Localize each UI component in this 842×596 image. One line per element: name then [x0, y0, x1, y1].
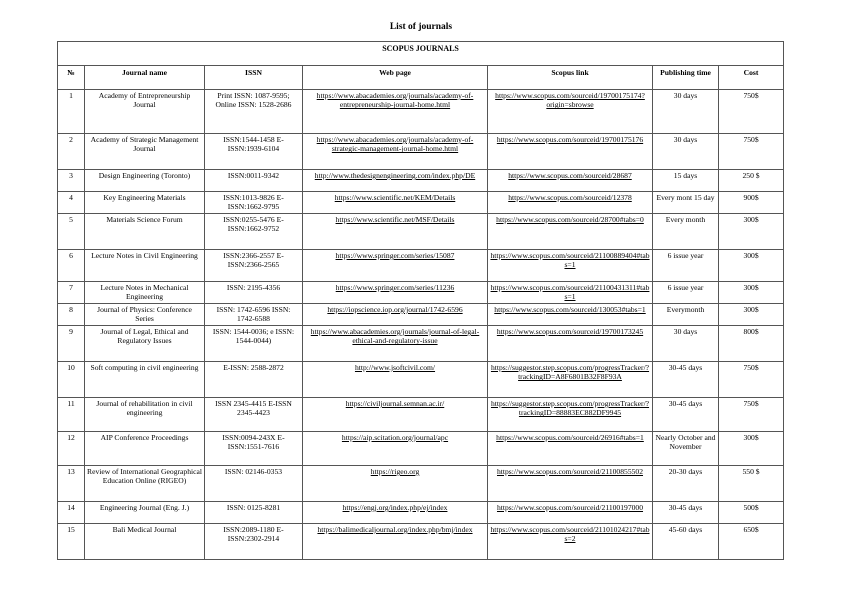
cell-cost-text: 750$: [743, 135, 759, 144]
cell-journal-name: [85, 90, 205, 134]
cell-number: [58, 134, 85, 170]
cell-journal-name-text: Academy of Entrepreneurship Journal: [98, 91, 191, 110]
table-row: [58, 524, 784, 560]
cell-cost-text: 750$: [743, 91, 759, 100]
cell-journal-name: [85, 304, 205, 326]
cell-scopus: [488, 466, 653, 502]
table-row: [58, 192, 784, 214]
cell-publishing-time-text: 20-30 days: [668, 467, 703, 476]
cell-scopus: [488, 304, 653, 326]
table-row: [58, 170, 784, 192]
cell-web-page-link[interactable]: https://iopscience.iop.org/journal/1742-6596: [327, 305, 463, 314]
cell-scopus-link[interactable]: https://suggestor.step.scopus.com/progressTracker/?trackingID=A8F6801B32F8F93A: [490, 363, 650, 382]
cell-number-text: 2: [69, 135, 73, 144]
cell-cost-text: 250 $: [742, 171, 760, 180]
column-header-publishing-time: Publishing time: [653, 66, 719, 90]
cell-web-page: [303, 192, 488, 214]
cell-issn-text: ISSN: 02146-0353: [224, 467, 283, 476]
cell-publishing-time-text: 30 days: [673, 135, 698, 144]
cell-journal-name-text: Academy of Strategic Management Journal: [90, 135, 199, 154]
cell-scopus: [488, 90, 653, 134]
cell-issn: [205, 192, 303, 214]
document-title: List of journals: [389, 22, 453, 32]
table-row: [58, 362, 784, 398]
cell-scopus: [488, 326, 653, 362]
cell-number: [58, 398, 85, 432]
cell-publishing-time: [653, 326, 719, 362]
cell-cost: [719, 304, 784, 326]
column-header-web-page: Web page: [303, 66, 488, 90]
cell-publishing-time: [653, 502, 719, 524]
cell-issn-text: Print ISSN: 1087-9595; Online ISSN: 1528-2686: [215, 91, 292, 110]
cell-journal-name-text: Journal of rehabilitation in civil engineering: [96, 399, 193, 418]
cell-cost: [719, 90, 784, 134]
cell-web-page-link[interactable]: https://balimedicaljournal.org/index.php/bmj/index: [317, 525, 473, 534]
cell-web-page-link[interactable]: https://civiljournal.semnan.ac.ir/: [345, 399, 445, 408]
cell-journal-name: [85, 466, 205, 502]
cell-scopus: [488, 432, 653, 466]
cell-web-page-link[interactable]: https://rigeo.org: [370, 467, 420, 476]
cell-number: [58, 466, 85, 502]
cell-web-page: [303, 250, 488, 282]
cell-issn-text: ISSN: 2195-4356: [226, 283, 281, 292]
cell-journal-name: [85, 326, 205, 362]
cell-number: [58, 192, 85, 214]
cell-issn-text: ISSN: 1544-0036; e ISSN: 1544-0044): [212, 327, 295, 346]
table-row: [58, 250, 784, 282]
cell-issn-text: ISSN:1013-9826 E-ISSN:1662-9795: [223, 193, 284, 212]
cell-issn-text: ISSN 2345-4415 E-ISSN 2345-4423: [215, 399, 292, 418]
cell-publishing-time: [653, 250, 719, 282]
cell-cost-text: 500$: [743, 503, 759, 512]
cell-journal-name-text: Lecture Notes in Mechanical Engineering: [100, 283, 189, 302]
cell-cost-text: 300$: [743, 305, 759, 314]
cell-number: [58, 170, 85, 192]
cell-number: [58, 90, 85, 134]
cell-web-page: [303, 362, 488, 398]
cell-number-text: 12: [67, 433, 75, 442]
column-header-issn: ISSN: [205, 66, 303, 90]
cell-journal-name: [85, 170, 205, 192]
cell-number: [58, 214, 85, 250]
cell-web-page-link[interactable]: https://www.scientific.net/MSF/Details: [335, 215, 455, 224]
cell-cost: [719, 170, 784, 192]
cell-publishing-time: [653, 304, 719, 326]
cell-web-page: [303, 214, 488, 250]
table-row: [58, 502, 784, 524]
cell-number-text: 10: [67, 363, 75, 372]
cell-cost-text: 550 $: [742, 467, 760, 476]
cell-web-page-link[interactable]: https://www.scientific.net/KEM/Details: [334, 193, 456, 202]
cell-cost-text: 300$: [743, 283, 759, 292]
cell-scopus: [488, 502, 653, 524]
cell-number: [58, 304, 85, 326]
cell-number: [58, 432, 85, 466]
cell-issn: [205, 432, 303, 466]
column-header-scopus-link: Scopus link: [488, 66, 653, 90]
cell-web-page-link[interactable]: https://www.springer.com/series/15087: [335, 251, 455, 260]
cell-scopus-link[interactable]: https://www.scopus.com/sourceid/26916#tabs=1: [496, 433, 644, 442]
cell-journal-name-text: Materials Science Forum: [106, 215, 183, 224]
cell-publishing-time: [653, 466, 719, 502]
cell-publishing-time: [653, 170, 719, 192]
cell-journal-name: [85, 502, 205, 524]
table-row: [58, 90, 784, 134]
cell-scopus-link[interactable]: https://www.scopus.com/sourceid/21100431311#tabs=1: [490, 283, 650, 302]
cell-web-page-link[interactable]: https://aip.scitation.org/journal/apc: [341, 433, 449, 442]
cell-issn-text: ISSN:2089-1180 E-ISSN:2302-2914: [223, 525, 284, 544]
cell-cost: [719, 134, 784, 170]
cell-scopus: [488, 250, 653, 282]
cell-web-page: [303, 134, 488, 170]
cell-cost: [719, 502, 784, 524]
table-row: [58, 304, 784, 326]
cell-cost: [719, 192, 784, 214]
cell-scopus-link[interactable]: https://www.scopus.com/sourceid/21101024217#tabs=2: [490, 525, 650, 544]
journals-table: [57, 41, 784, 560]
cell-number: [58, 362, 85, 398]
cell-publishing-time: [653, 362, 719, 398]
table-row: [58, 134, 784, 170]
cell-scopus: [488, 362, 653, 398]
cell-scopus: [488, 170, 653, 192]
cell-journal-name: [85, 524, 205, 560]
cell-web-page: [303, 90, 488, 134]
cell-number-text: 3: [69, 171, 73, 180]
cell-journal-name-text: Journal of Legal, Ethical and Regulatory Issues: [100, 327, 189, 346]
cell-scopus: [488, 134, 653, 170]
cell-cost-text: 650$: [743, 525, 759, 534]
cell-issn-text: ISSN:2366-2557 E-ISSN:2366-2565: [223, 251, 284, 270]
cell-publishing-time-text: 30 days: [673, 91, 698, 100]
cell-cost-text: 750$: [743, 363, 759, 372]
cell-issn-text: ISSN:1544-1458 E-ISSN:1939-6104: [223, 135, 284, 154]
cell-publishing-time-text: 30 days: [673, 327, 698, 336]
cell-web-page-link[interactable]: http://www.jsoftcivil.com/: [354, 363, 436, 372]
cell-number-text: 14: [67, 503, 75, 512]
cell-journal-name-text: Soft computing in civil engineering: [90, 363, 199, 372]
cell-number: [58, 502, 85, 524]
cell-issn-text: ISSN:0255-5476 E-ISSN:1662-9752: [223, 215, 284, 234]
cell-journal-name-text: Journal of Physics: Conference Series: [97, 305, 192, 324]
cell-journal-name-text: Review of International Geographical Education Online (RIGEO): [87, 467, 202, 486]
cell-publishing-time-text: Every mont 15 day: [656, 193, 715, 202]
cell-publishing-time: [653, 432, 719, 466]
cell-cost-text: 800$: [743, 327, 759, 336]
cell-publishing-time-text: Every month: [665, 215, 706, 224]
cell-issn: [205, 304, 303, 326]
column-header-journal-name: Journal name: [85, 66, 205, 90]
cell-number-text: 13: [67, 467, 75, 476]
cell-web-page: [303, 326, 488, 362]
cell-scopus-link[interactable]: https://www.scopus.com/sourceid/19700175176: [496, 135, 644, 144]
cell-issn: [205, 466, 303, 502]
cell-journal-name: [85, 134, 205, 170]
cell-scopus-link[interactable]: https://www.scopus.com/sourceid/28687: [508, 171, 632, 180]
cell-number-text: 11: [67, 399, 75, 408]
cell-issn: [205, 398, 303, 432]
cell-publishing-time-text: Nearly October and November: [655, 433, 716, 452]
cell-number-text: 1: [69, 91, 73, 100]
cell-issn: [205, 326, 303, 362]
cell-issn-text: E-ISSN: 2588-2872: [223, 363, 284, 372]
cell-number: [58, 282, 85, 304]
cell-web-page: [303, 304, 488, 326]
cell-cost-text: 300$: [743, 251, 759, 260]
cell-scopus-link[interactable]: https://www.scopus.com/sourceid/19700175174?origin=sbrowse: [495, 91, 645, 110]
cell-publishing-time-text: 30-45 days: [668, 503, 703, 512]
cell-publishing-time: [653, 90, 719, 134]
cell-journal-name-text: AIP Conference Proceedings: [100, 433, 189, 442]
cell-journal-name: [85, 362, 205, 398]
cell-number: [58, 250, 85, 282]
cell-scopus-link[interactable]: https://www.scopus.com/sourceid/130053#tabs=1: [494, 305, 646, 314]
cell-publishing-time-text: Everymonth: [666, 305, 705, 314]
cell-issn: [205, 134, 303, 170]
cell-cost: [719, 466, 784, 502]
cell-issn-text: ISSN: 0125-8281: [226, 503, 281, 512]
cell-journal-name-text: Engineering Journal (Eng. J.): [99, 503, 190, 512]
cell-scopus: [488, 192, 653, 214]
cell-web-page: [303, 432, 488, 466]
cell-number-text: 8: [69, 305, 73, 314]
cell-issn: [205, 250, 303, 282]
cell-cost-text: 300$: [743, 433, 759, 442]
cell-web-page-link[interactable]: https://www.springer.com/series/11236: [335, 283, 455, 292]
cell-journal-name-text: Lecture Notes in Civil Engineering: [91, 251, 198, 260]
table-row: [58, 326, 784, 362]
cell-issn-text: ISSN: 1742-6596 ISSN: 1742-6588: [216, 305, 291, 324]
table-row: [58, 432, 784, 466]
cell-cost: [719, 326, 784, 362]
cell-number: [58, 326, 85, 362]
cell-cost-text: 300$: [743, 215, 759, 224]
cell-cost: [719, 398, 784, 432]
cell-scopus: [488, 214, 653, 250]
cell-number-text: 4: [69, 193, 73, 202]
cell-journal-name: [85, 214, 205, 250]
cell-cost: [719, 250, 784, 282]
cell-issn: [205, 502, 303, 524]
cell-web-page-link[interactable]: https://www.abacademies.org/journals/journal-of-legal-ethical-and-regulatory-issue: [310, 327, 480, 346]
section-title: SCOPUS JOURNALS: [58, 42, 784, 66]
cell-number-text: 7: [69, 283, 73, 292]
table-row: [58, 466, 784, 502]
cell-cost-text: 900$: [743, 193, 759, 202]
cell-number-text: 5: [69, 215, 73, 224]
table-row: [58, 398, 784, 432]
cell-web-page: [303, 282, 488, 304]
cell-cost: [719, 432, 784, 466]
cell-publishing-time: [653, 524, 719, 560]
cell-web-page: [303, 524, 488, 560]
cell-web-page: [303, 170, 488, 192]
cell-web-page-link[interactable]: https://www.abacademies.org/journals/academy-of-strategic-management-journal-home.html: [316, 135, 474, 154]
cell-scopus-link[interactable]: https://www.scopus.com/sourceid/12378: [508, 193, 632, 202]
cell-web-page: [303, 466, 488, 502]
cell-web-page: [303, 398, 488, 432]
cell-number: [58, 524, 85, 560]
cell-web-page-link[interactable]: https://www.abacademies.org/journals/academy-of-entrepreneurship-journal-home.html: [316, 91, 474, 110]
cell-publishing-time: [653, 192, 719, 214]
cell-scopus-link[interactable]: https://www.scopus.com/sourceid/21100197000: [496, 503, 644, 512]
cell-journal-name-text: Key Engineering Materials: [103, 193, 186, 202]
cell-scopus: [488, 524, 653, 560]
cell-cost: [719, 214, 784, 250]
cell-web-page: [303, 502, 488, 524]
cell-cost: [719, 362, 784, 398]
cell-number-text: 15: [67, 525, 75, 534]
cell-scopus-link[interactable]: https://www.scopus.com/sourceid/21100855502: [496, 467, 644, 476]
cell-publishing-time: [653, 214, 719, 250]
cell-scopus-link[interactable]: https://suggestor.step.scopus.com/progressTracker/?trackingID=88883EC882DF9945: [490, 399, 650, 418]
cell-publishing-time-text: 30-45 days: [668, 363, 703, 372]
cell-journal-name: [85, 192, 205, 214]
cell-web-page-link[interactable]: https://engj.org/index.php/ej/index: [342, 503, 448, 512]
column-header-cost: Cost: [719, 66, 784, 90]
cell-publishing-time-text: 6 issue year: [667, 283, 704, 292]
cell-journal-name: [85, 432, 205, 466]
cell-publishing-time: [653, 134, 719, 170]
cell-issn: [205, 524, 303, 560]
cell-journal-name-text: Design Engineering (Toronto): [98, 171, 191, 180]
cell-cost-text: 750$: [743, 399, 759, 408]
cell-scopus: [488, 398, 653, 432]
cell-issn-text: ISSN:0094-243X E-ISSN:1551-7616: [222, 433, 285, 452]
cell-scopus: [488, 282, 653, 304]
cell-publishing-time-text: 45-60 days: [668, 525, 703, 534]
cell-number-text: 9: [69, 327, 73, 336]
cell-web-page-link[interactable]: http://www.thedesignengineering.com/index.php/DE: [314, 171, 476, 180]
cell-issn: [205, 362, 303, 398]
cell-scopus-link[interactable]: https://www.scopus.com/sourceid/19700173245: [496, 327, 644, 336]
cell-publishing-time-text: 30-45 days: [668, 399, 703, 408]
cell-publishing-time-text: 6 issue year: [667, 251, 704, 260]
cell-journal-name: [85, 398, 205, 432]
cell-issn: [205, 170, 303, 192]
cell-issn-text: ISSN:0011-9342: [227, 171, 280, 180]
cell-scopus-link[interactable]: https://www.scopus.com/sourceid/28700#tabs=0: [496, 215, 644, 224]
cell-number-text: 6: [69, 251, 73, 260]
table-row: [58, 214, 784, 250]
cell-journal-name-text: Bali Medical Journal: [112, 525, 177, 534]
cell-journal-name: [85, 250, 205, 282]
cell-issn: [205, 282, 303, 304]
cell-scopus-link[interactable]: https://www.scopus.com/sourceid/21100889404#tabs=1: [490, 251, 650, 270]
table-row: [58, 282, 784, 304]
cell-issn: [205, 90, 303, 134]
cell-publishing-time: [653, 398, 719, 432]
cell-publishing-time-text: 15 days: [673, 171, 698, 180]
cell-journal-name: [85, 282, 205, 304]
cell-cost: [719, 524, 784, 560]
column-header-number: №: [58, 66, 85, 90]
cell-cost: [719, 282, 784, 304]
cell-issn: [205, 214, 303, 250]
cell-publishing-time: [653, 282, 719, 304]
